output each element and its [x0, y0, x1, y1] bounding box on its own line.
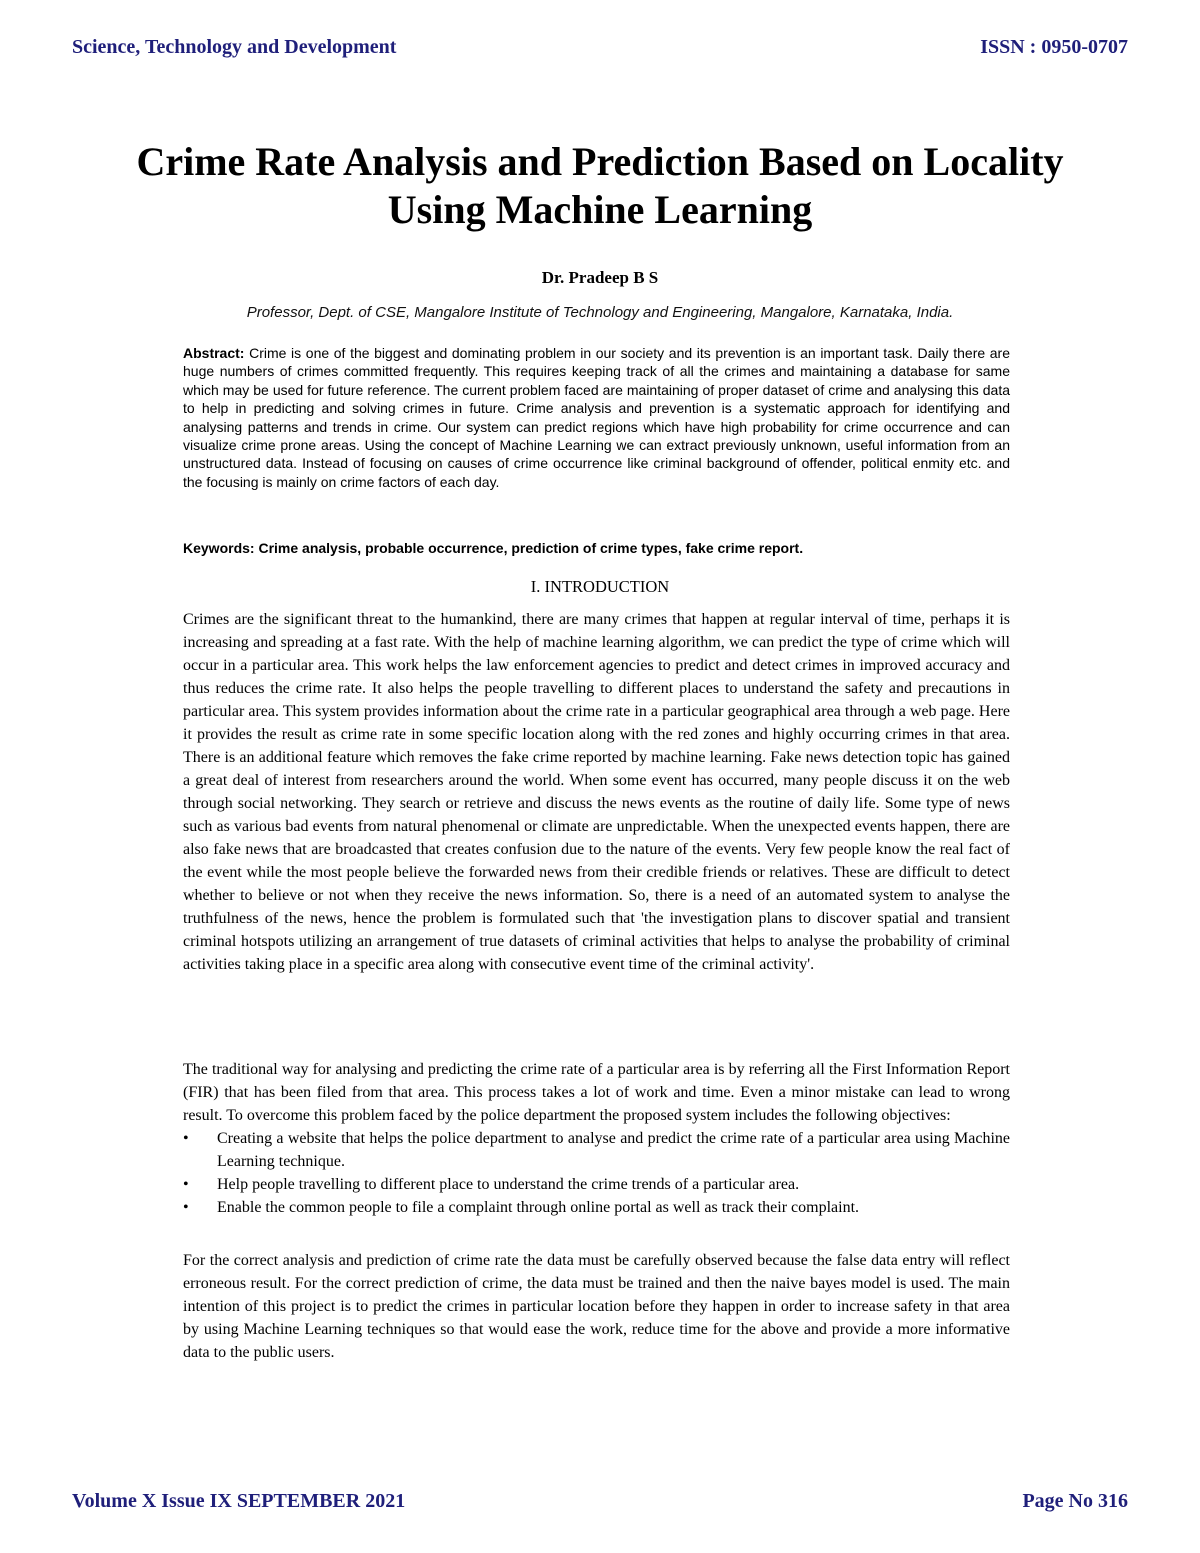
- objectives-list: [183, 1127, 1010, 1219]
- keywords-text: Crime analysis, probable occurrence, prediction of crime types, fake crime report.: [258, 540, 804, 556]
- journal-name: Science, Technology and Development: [72, 36, 397, 58]
- abstract: [183, 344, 1010, 491]
- paragraph-text: The traditional way for analysing and predicting the crime rate of a particular area is by referring all the First Information Report (FIR) that has been filed from that area. This process takes a lot of work and time. Even a minor mistake can lead to wrong result. To overcome this problem faced by the police department the proposed system includes the following objectives:: [183, 1061, 1010, 1124]
- page-header: [72, 36, 1128, 59]
- list-item: [183, 1173, 1010, 1196]
- intro-paragraph-1: [183, 608, 1010, 976]
- bullet-icon: •: [183, 1130, 189, 1147]
- list-item: [183, 1196, 1010, 1219]
- bullet-icon: •: [183, 1176, 189, 1193]
- abstract-text: Crime is one of the biggest and dominating problem in our society and its prevention is an important task. Daily there are huge numbers of crimes committed frequently. This requires keeping track of all the crimes and maintaining a database for same which may be used for future reference. The current problem faced are maintaining of proper dataset of crime and analysing this data to help in predicting and solving crimes in future. Crime analysis and prevention is a systematic approach for identifying and analysing patterns and trends in crime. Our system can predict regions which have high probability for crime occurrence and can visualize crime prone areas. Using the concept of Machine Learning we can extract previously unknown, useful information from an unstructured data. Instead of focusing on causes of crime occurrence like criminal background of offender, political enmity etc. and the focusing is mainly on crime factors of each day.: [183, 345, 1011, 490]
- list-item-text: Help people travelling to different place to understand the crime trends of a particular area.: [217, 1176, 800, 1193]
- intro-paragraph-3: [183, 1249, 1010, 1364]
- paragraph-text: For the correct analysis and prediction of crime rate the data must be carefully observed because the false data entry will reflect erroneous result. For the correct prediction of crime, the data must be trained and then the naive bayes model is used. The main intention of this project is to predict the crimes in particular location before they happen in order to increase safety in that area by using Machine Learning techniques so that would ease the work, reduce time for the above and provide a more informative data to the public users.: [183, 1252, 1010, 1361]
- author-name: Dr. Pradeep B S: [541, 268, 659, 287]
- volume-issue: Volume X Issue IX SEPTEMBER 2021: [72, 1490, 406, 1512]
- list-item-text: Enable the common people to file a complaint through online portal as well as track their complaint.: [217, 1199, 860, 1216]
- page-number: Page No 316: [1022, 1490, 1128, 1512]
- keywords-label: Keywords:: [183, 540, 255, 556]
- list-item-text: Creating a website that helps the police department to analyse and predict the crime rate of a particular area using Machine Learning technique.: [217, 1130, 1010, 1170]
- section-heading-introduction: I. INTRODUCTION: [530, 577, 670, 596]
- paragraph-text: Crimes are the significant threat to the humankind, there are many crimes that happen at regular interval of time, perhaps it is increasing and spreading at a fast rate. With the help of machine learning algorithm, we can predict the type of crime which will occur in a particular area. This work helps the law enforcement agencies to predict and detect crimes in improved accuracy and thus reduces the crime rate. It also helps the people travelling to different places to understand the safety and precautions in particular area. This system provides information about the crime rate in a particular geographical area through a web page. Here it provides the result as crime rate in some specific location along with the red zones and highly occurring crimes in that area. There is an additional feature which removes the fake crime reported by machine learning. Fake news detection topic has gained a great deal of interest from researchers around the world. When some event has occurred, many people discuss it on the web through social networking. They search or retrieve and discuss the news events as the routine of daily life. Some type of news such as various bad events from natural phenomenal or climate are unpredictable. When the unexpected events happen, there are also fake news that are broadcasted that creates confusion due to the nature of the events. Very few people know the real fact of the event while the most people believe the forwarded news from their credible friends or relatives. These are difficult to detect whether to believe or not when they receive the news information. So, there is a need of an automated system to analyse the truthfulness of the news, hence the problem is formulated such that 'the investigation plans to discover spatial and transient criminal hotspots utilizing an arrangement of true datasets of criminal activities that helps to analyse the probability of criminal activities taking place in a specific area along with consecutive event time of the criminal activity'.: [183, 611, 1010, 973]
- page-footer: [72, 1490, 1128, 1513]
- list-item: [183, 1127, 1010, 1173]
- paper-title: Crime Rate Analysis and Prediction Based on Locality Using Machine Learning: [136, 139, 1064, 232]
- author-affiliation: Professor, Dept. of CSE, Mangalore Institute of Technology and Engineering, Mangalore, Karnataka, India.: [246, 304, 954, 321]
- keywords: [183, 540, 1010, 556]
- issn-number: ISSN : 0950-0707: [980, 36, 1128, 58]
- abstract-label: Abstract:: [183, 345, 245, 361]
- intro-paragraph-2: [183, 1058, 1010, 1219]
- bullet-icon: •: [183, 1199, 189, 1216]
